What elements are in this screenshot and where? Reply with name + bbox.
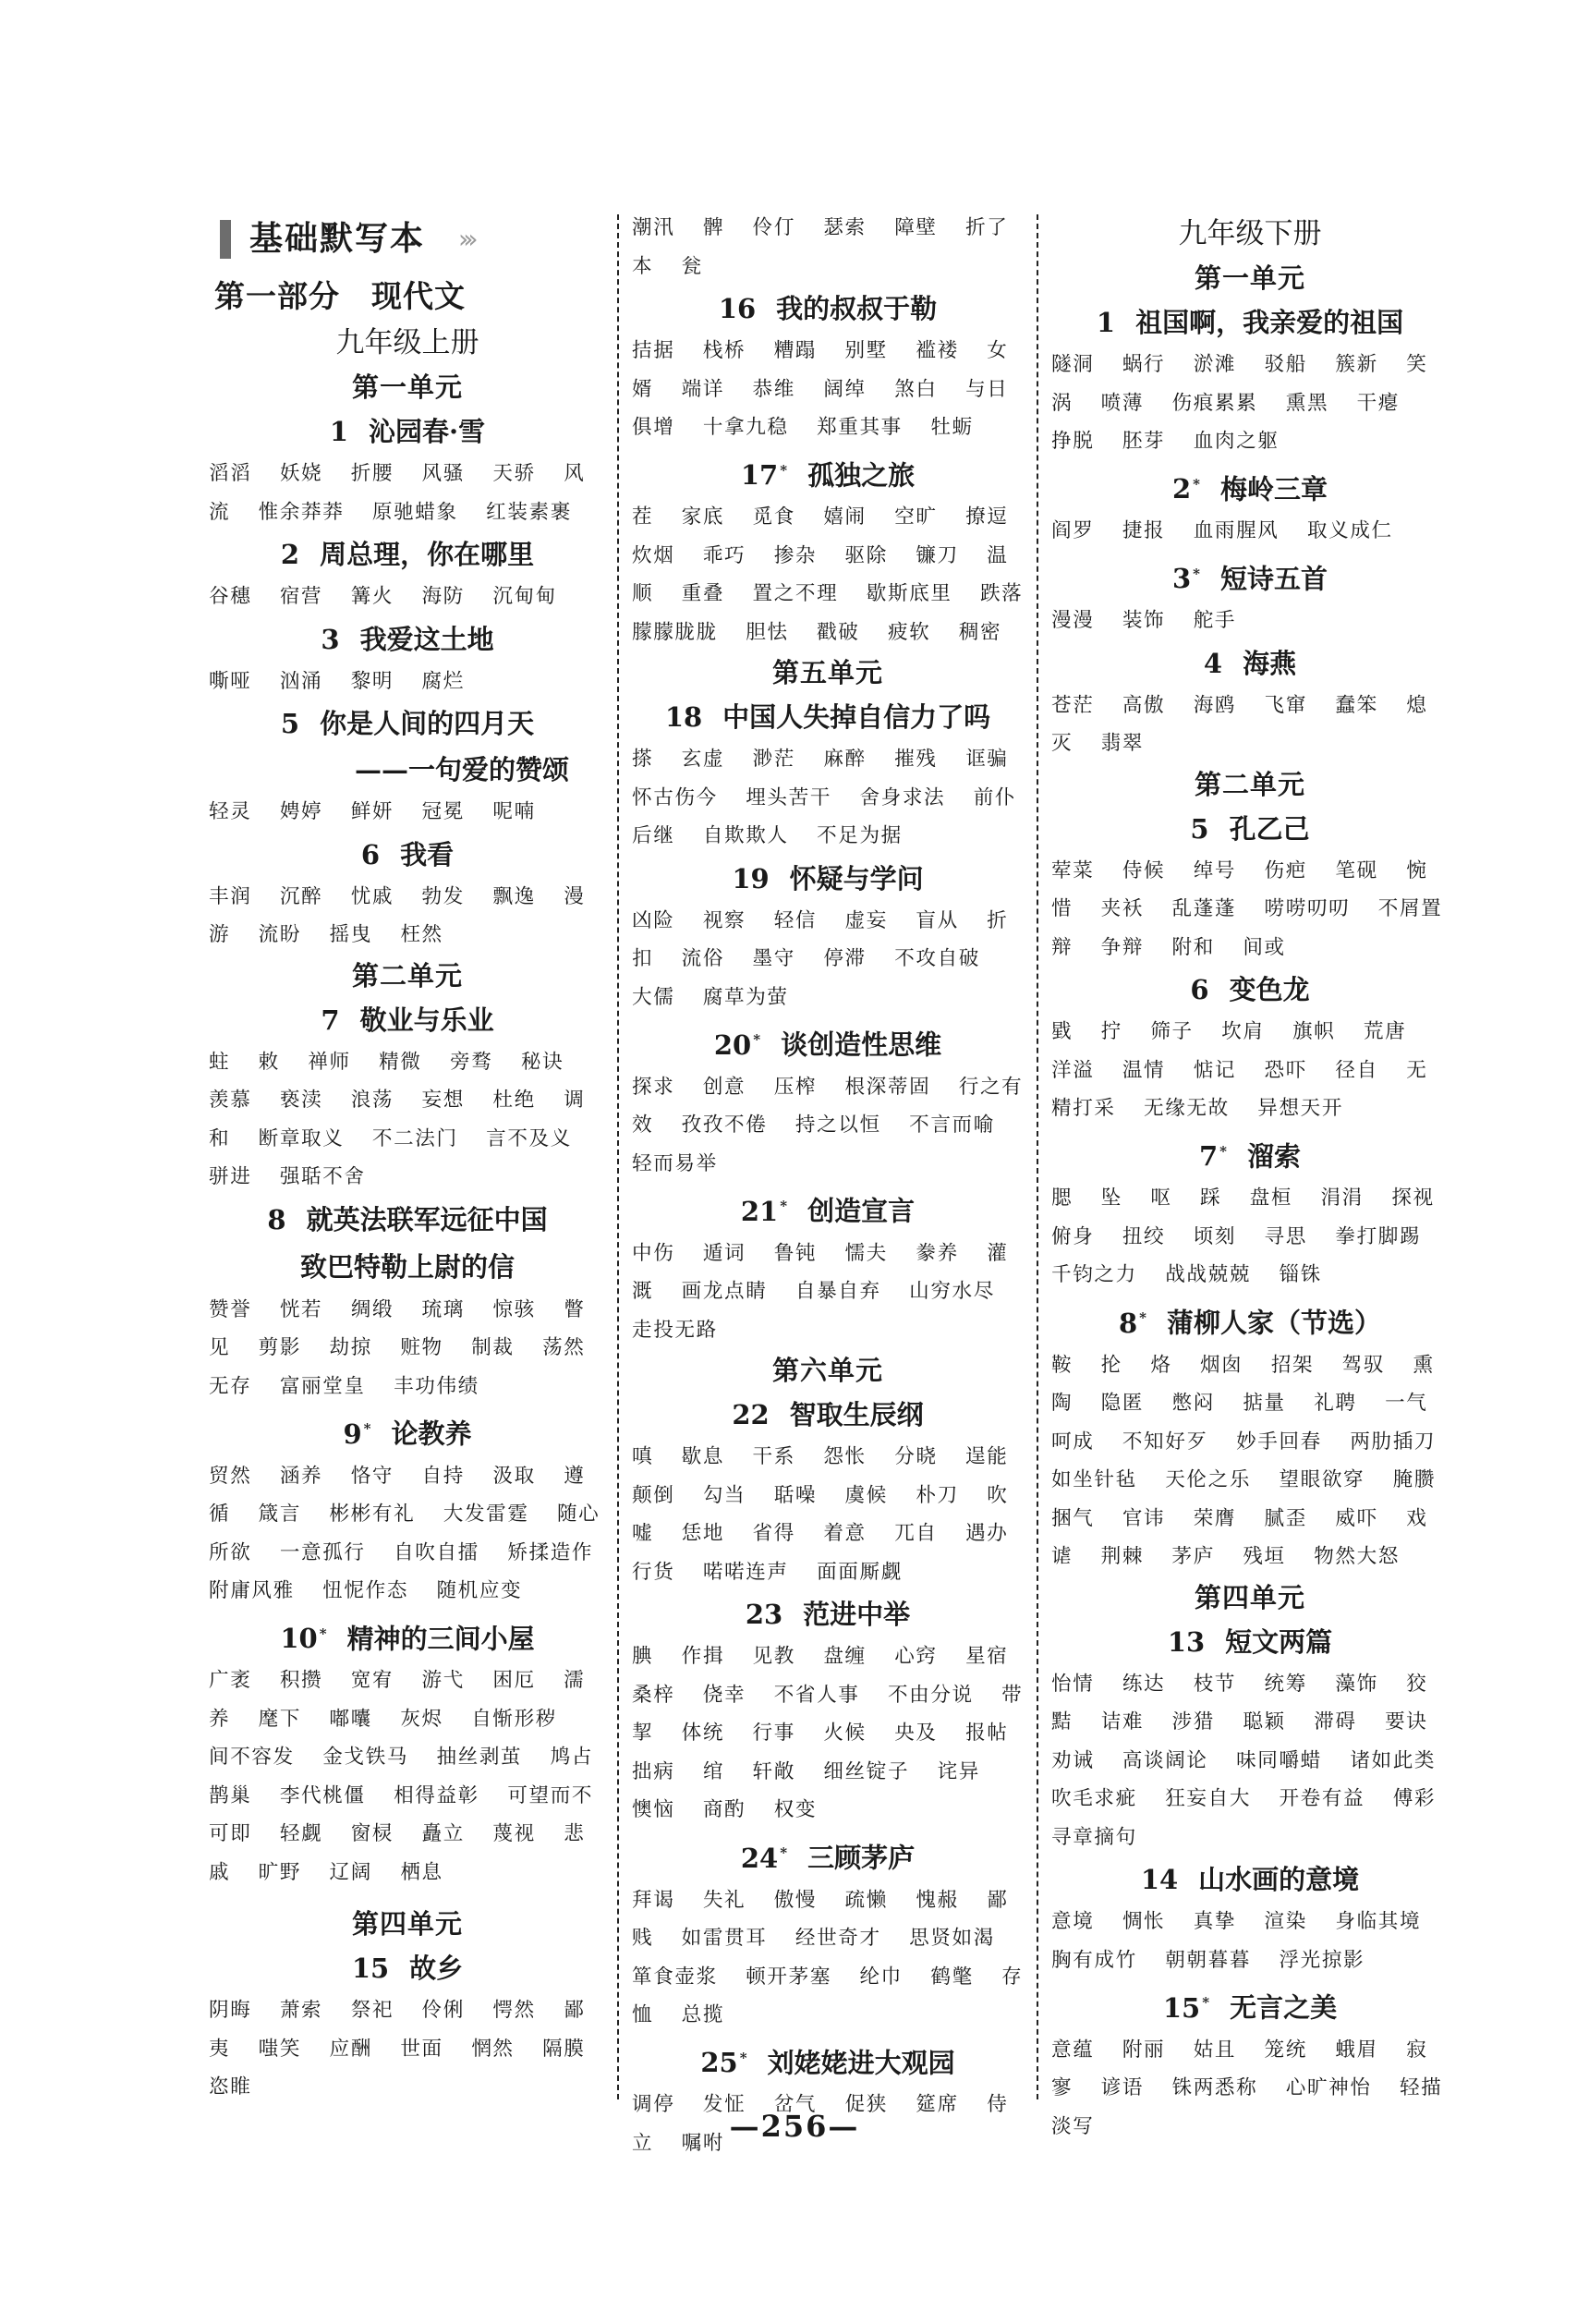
- lesson-title: [1051, 1128, 1449, 1180]
- lesson-name: 孔乙己: [1229, 812, 1310, 845]
- column-3: [1051, 209, 1449, 2146]
- vocabulary-list: 潮汛 髀 伶仃 瑟索 障壁 折了本 瓮: [632, 216, 1009, 278]
- lesson-number: 14: [1140, 1864, 1179, 1896]
- vocabulary-list: 荤菜 侍候 绰号 伤疤 笔砚 惋惜 夹袄 乱蓬蓬 唠唠叨叨 不屑置辩 争辩 附和 间或: [1051, 858, 1443, 959]
- lesson-name: 中国人失掉自信力了吗: [722, 701, 991, 734]
- lesson-number: 10 *: [280, 1623, 327, 1655]
- lesson-number: 3 *: [1171, 563, 1201, 595]
- lesson-title: [209, 700, 606, 747]
- vocabulary-list: 意境 惆怅 真挚 渲染 身临其境 胸有成竹 朝朝暮暮 浮光掠影: [1051, 1910, 1422, 1972]
- grade-title: 九年级下册: [1178, 217, 1322, 250]
- lesson-number: 2 *: [1171, 473, 1201, 505]
- lesson-name: 我看: [400, 838, 455, 870]
- vocabulary-list: 凶险 视察 轻信 虚妄 盲从 折扣 流俗 墨守 停滞 不攻自破 大儒 腐草为萤: [632, 908, 1009, 1009]
- lesson-name: 蒲柳人家（节选）: [1167, 1307, 1382, 1339]
- column-3-body: [1051, 209, 1449, 2146]
- column-1: [209, 209, 606, 2107]
- vocabulary-list: 怡情 练达 枝节 统筹 藻饰 狡黠 诘难 涉猎 聪颖 滞碍 要诀 劝诫 高谈阔论 味同嚼蜡 诸如此类 吹毛求疵 狂妄自大 开卷有益 傅彩 寻章摘句: [1051, 1672, 1437, 1849]
- unit-title: 第二单元: [351, 959, 463, 992]
- optional-mark: *: [363, 1420, 371, 1437]
- unit-title: 第一单元: [1194, 262, 1305, 294]
- vocabulary-list: 隧洞 蜗行 淤滩 驳船 簇新 笑涡 喷薄 伤痕累累 熏黑 干瘪 挣脱 胚芽 血肉之躯: [1051, 353, 1428, 453]
- lesson-name: 范进中举: [803, 1599, 911, 1631]
- optional-mark: *: [780, 461, 788, 479]
- lesson-name: 你是人间的四月天: [320, 708, 535, 739]
- lesson-title: [209, 616, 606, 663]
- lesson-title: [1051, 551, 1449, 602]
- lesson-name: 就英法联军远征中国: [306, 1203, 548, 1235]
- vocabulary-list: 拮据 栈桥 糟蹋 别墅 褴褛 女婿 端详 恭维 阔绰 煞白 与日俱增 十拿九稳 郑重其事 牡蛎: [632, 339, 1009, 439]
- lesson-title: [1051, 1979, 1449, 2031]
- lesson-title: [209, 997, 606, 1043]
- lesson-number: 8 *: [1118, 1307, 1147, 1339]
- vocabulary-list: 轻灵 娉婷 鲜妍 冠冕 呢喃: [209, 800, 536, 823]
- lesson-title: [632, 286, 1024, 332]
- lesson-name: 智取生辰纲: [789, 1399, 924, 1431]
- column-1-body: [209, 320, 606, 2107]
- lesson-title: [209, 832, 606, 878]
- vocabulary-list: 搽 玄虚 渺茫 麻醉 摧残 诓骗 怀古伤今 埋头苦干 舍身求法 前仆后继 自欺欺人 不足为据: [632, 748, 1017, 848]
- vocabulary-list: 茬 家底 觅食 嬉闹 空旷 撩逗 炊烟 乖巧 掺杂 驱除 镰刀 温顺 重叠 置之不理 歇斯底里 跌落 朦朦胧胧 胆怯 戳破 疲软 稠密: [632, 505, 1024, 644]
- lesson-name: 故乡: [409, 1953, 464, 1985]
- lesson-number: 15: [351, 1953, 390, 1985]
- vocabulary-list: 谷穗 宿营 篝火 海防 沉甸甸: [209, 585, 557, 608]
- spacer: [209, 1892, 606, 1903]
- lesson-number: 6: [360, 838, 381, 870]
- lesson-number: 23: [745, 1599, 783, 1631]
- section-header: [209, 209, 606, 268]
- lesson-title: [632, 1183, 1024, 1235]
- optional-mark: *: [1193, 565, 1201, 582]
- lesson-name: 短文两篇: [1225, 1625, 1333, 1658]
- optional-mark: *: [1193, 475, 1201, 493]
- lesson-title: [632, 1830, 1024, 1881]
- lesson-number: 19: [732, 862, 770, 894]
- vocabulary-list: 丰润 沉醉 忧戚 勃发 飘逸 漫游 流盼 摇曳 枉然: [209, 884, 586, 946]
- vocabulary-list: 蛀 敕 禅师 精微 旁骛 秘诀 羡慕 亵渎 浪荡 妄想 杜绝 调和 断章取义 不二法门 言不及义 骈进 强聒不舍: [209, 1050, 586, 1188]
- vocabulary-list: 腆 作揖 见教 盘缠 心窍 星宿 桑梓 侥幸 不省人事 不由分说 带挈 体统 行事 火候 央及 报帖 拙病 绾 轩敞 细丝锭子 诧异 懊恼 商酌 权变: [632, 1645, 1024, 1822]
- lesson-name: 溜索: [1247, 1140, 1302, 1173]
- lesson-number: 15 *: [1162, 1991, 1210, 2024]
- lesson-name: 三顾茅庐: [807, 1842, 916, 1874]
- column-2-body: [632, 209, 1024, 2162]
- vocabulary-list: 戥 拧 筛子 坎肩 旗帜 荒唐 洋溢 温情 惦记 恐吓 径自 无精打采 无缘无故 异想天开: [1051, 1020, 1428, 1121]
- lesson-title: [209, 531, 606, 578]
- vocabulary-list: 阎罗 捷报 血雨腥风 取义成仁: [1051, 519, 1393, 543]
- lesson-title: [1051, 640, 1449, 687]
- lesson-number: 17 *: [740, 459, 788, 492]
- unit-title: 第一单元: [351, 371, 463, 403]
- lesson-title: [632, 694, 1024, 740]
- section-title: 基础默写本: [249, 220, 426, 258]
- unit-title: 第四单元: [351, 1908, 463, 1941]
- lesson-number: 5: [1190, 812, 1209, 845]
- vocabulary-list: 嗔 歇息 干系 怨怅 分晓 逞能 颠倒 勾当 聒噪 虞候 朴刀 吹嘘 恁地 省得 着意 兀自 遇办 行货 喏喏连声 面面厮觑: [632, 1445, 1009, 1584]
- vocabulary-list: 鞍 抡 烙 烟囱 招架 驾驭 熏陶 隐匿 憋闷 掂量 礼聘 一气呵成 不知好歹 妙手回春 两肋插刀 如坐针毡 天伦之乐 望眼欲穿 腌臜 捆气 官讳 荣膺 腻歪 威吓 戏谑 荆棘 茅庐 残垣 物然大怒: [1051, 1353, 1437, 1569]
- lesson-title: [1051, 806, 1449, 852]
- lesson-name: 山水画的意境: [1198, 1864, 1360, 1896]
- column-divider: [617, 214, 619, 2099]
- lesson-title: [209, 1945, 606, 1991]
- lesson-number: 7 *: [1198, 1140, 1228, 1173]
- lesson-name: 我爱这土地: [359, 623, 494, 655]
- optional-mark: *: [739, 2049, 747, 2066]
- lesson-name: 怀疑与学问: [789, 862, 924, 894]
- lesson-name: 精神的三间小屋: [346, 1623, 535, 1655]
- lesson-number: 2: [280, 539, 300, 570]
- vocabulary-list: 意蕴 附丽 姑且 笼统 蛾眉 寂寥 谚语 铢两悉称 心旷神怡 轻描淡写: [1051, 2038, 1443, 2138]
- lesson-name: 祖国啊，我亲爱的祖国: [1135, 307, 1404, 338]
- optional-mark: *: [1139, 1308, 1147, 1326]
- lesson-number: 13: [1167, 1625, 1206, 1658]
- vocabulary-list: 中伤 遁词 鲁钝 懦夫 豢养 灌溉 画龙点睛 自暴自弃 山穷水尽 走投无路: [632, 1241, 1009, 1342]
- lesson-number: 20 *: [713, 1028, 761, 1061]
- lesson-number: 24 *: [740, 1842, 788, 1874]
- vocabulary-list: 探求 创意 压榨 根深蒂固 行之有效 孜孜不倦 持之以恒 不言而喻 轻而易举: [632, 1075, 1024, 1175]
- vocabulary-list: 贸然 涵养 恪守 自持 汲取 遵循 箴言 彬彬有礼 大发雷霆 随心所欲 一意孤行 自吹自擂 矫揉造作 附庸风雅 忸怩作态 随机应变: [209, 1464, 600, 1603]
- header-bar-icon: [220, 220, 231, 259]
- vocabulary-list: 滔滔 妖娆 折腰 风骚 天骄 风流 惟余莽莽 原驰蜡象 红装素裹: [209, 462, 586, 524]
- vocabulary-list: 腮 坠 呕 踩 盘桓 涓涓 探视 俯身 扭绞 顷刻 寻思 拳打脚踢 千钧之力 战战兢兢 锱铢: [1051, 1186, 1435, 1287]
- lesson-title: [1051, 967, 1449, 1013]
- optional-mark: *: [319, 1624, 327, 1642]
- lesson-title: [632, 447, 1024, 499]
- lesson-title: [632, 1016, 1024, 1068]
- lesson-number: 25 *: [700, 2047, 747, 2079]
- vocabulary-list: 广袤 积攒 宽宥 游弋 困厄 濡养 麾下 嘟囔 灰烬 自惭形秽 间不容发 金戈铁马 抽丝剥茧 鸠占鹊巢 李代桃僵 相得益彰 可望而不可即 轻觑 窗棂 矗立 蔑视 悲戚 旷野 辽阔 栖息: [209, 1669, 594, 1884]
- lesson-title: [209, 1405, 606, 1457]
- lesson-title: [632, 2035, 1024, 2087]
- optional-mark: *: [1202, 1994, 1210, 2012]
- unit-title: 第五单元: [771, 657, 883, 689]
- lesson-number: 7: [321, 1004, 340, 1036]
- lesson-name: 变色龙: [1229, 974, 1310, 1006]
- lesson-title: [1051, 1295, 1449, 1346]
- lesson-number: 8: [267, 1203, 286, 1235]
- lesson-number: 4: [1203, 647, 1223, 679]
- lesson-number: 3: [321, 623, 340, 655]
- vocabulary-list: 苍茫 高傲 海鸥 飞窜 蠢笨 熄灭 翡翠: [1051, 693, 1428, 756]
- part-title: 第一部分 现代文: [214, 278, 466, 314]
- lesson-title: [209, 1197, 606, 1243]
- lesson-name: 周总理，你在哪里: [320, 539, 535, 570]
- lesson-name: 创造宣言: [807, 1195, 916, 1227]
- lesson-number: 5: [280, 708, 300, 739]
- vocabulary-list: 调停 发怔 岔气 促狭 筵席 侍立 嘱咐: [632, 2093, 1009, 2155]
- vocabulary-list: 阴晦 萧索 祭祀 伶俐 愕然 鄙夷 嗤笑 应酬 世面 惘然 隔膜 恣睢: [209, 1999, 586, 2099]
- lesson-number: 6: [1190, 974, 1209, 1006]
- lesson-title: [209, 408, 606, 455]
- optional-mark: *: [780, 1198, 788, 1215]
- lesson-title: [209, 1611, 606, 1662]
- lesson-name: 无言之美: [1230, 1991, 1338, 2024]
- lesson-name: 我的叔叔于勒: [776, 293, 938, 324]
- lesson-name: 论教养: [391, 1418, 472, 1450]
- optional-mark: *: [1219, 1142, 1228, 1160]
- lesson-title: [1051, 299, 1449, 346]
- lesson-number: 9 *: [343, 1418, 371, 1450]
- lesson-number: 21 *: [740, 1195, 788, 1227]
- lesson-name: 海燕: [1243, 647, 1297, 679]
- lesson-title-continued: 致巴特勒上尉的信: [299, 1250, 515, 1283]
- lesson-name: 孤独之旅: [807, 459, 916, 492]
- lesson-name: 沁园春·雪: [369, 416, 486, 447]
- lesson-title: [1051, 1856, 1449, 1903]
- unit-title: 第六单元: [771, 1355, 883, 1387]
- lesson-title: [632, 1392, 1024, 1438]
- unit-title: 第二单元: [1194, 768, 1305, 800]
- optional-mark: *: [780, 1843, 788, 1861]
- grade-title: 九年级上册: [335, 326, 479, 359]
- lesson-number: 22: [732, 1399, 770, 1431]
- lesson-title: [632, 1591, 1024, 1637]
- lesson-name: 刘姥姥进大观园: [767, 2047, 955, 2079]
- lesson-subtitle: ——一句爱的赞颂: [354, 754, 569, 785]
- lesson-number: 1: [329, 416, 349, 447]
- column-2: [632, 209, 1024, 2162]
- lesson-name: 短诗五首: [1220, 563, 1328, 595]
- optional-mark: *: [753, 1031, 761, 1049]
- page-number: —256—: [729, 2109, 860, 2144]
- chevrons-icon: ›››: [458, 224, 473, 254]
- lesson-number: 16: [718, 293, 757, 324]
- lesson-title: [1051, 1619, 1449, 1665]
- lesson-name: 敬业与乐业: [359, 1004, 494, 1036]
- unit-title: 第四单元: [1194, 1581, 1305, 1613]
- vocabulary-list: 赞誉 恍若 绸缎 琉璃 惊骇 瞥见 剪影 劫掠 赃物 制裁 荡然无存 富丽堂皇 丰功伟绩: [209, 1297, 586, 1398]
- lesson-title: [632, 856, 1024, 902]
- lesson-number: 1: [1096, 307, 1116, 338]
- vocabulary-list: 漫漫 装饰 舵手: [1051, 609, 1237, 633]
- lesson-title: [1051, 461, 1449, 513]
- lesson-number: 18: [664, 701, 703, 734]
- vocabulary-list: 嘶哑 汹涌 黎明 腐烂: [209, 669, 465, 693]
- column-divider: [1037, 214, 1038, 2099]
- vocabulary-list: 拜谒 失礼 傲慢 疏懒 愧赧 鄙贱 如雷贯耳 经世奇才 思贤如渴 箪食壶浆 顿开茅塞 纶巾 鹤氅 存恤 总揽: [632, 1888, 1024, 2027]
- lesson-name: 谈创造性思维: [781, 1028, 942, 1061]
- lesson-name: 梅岭三章: [1220, 473, 1328, 505]
